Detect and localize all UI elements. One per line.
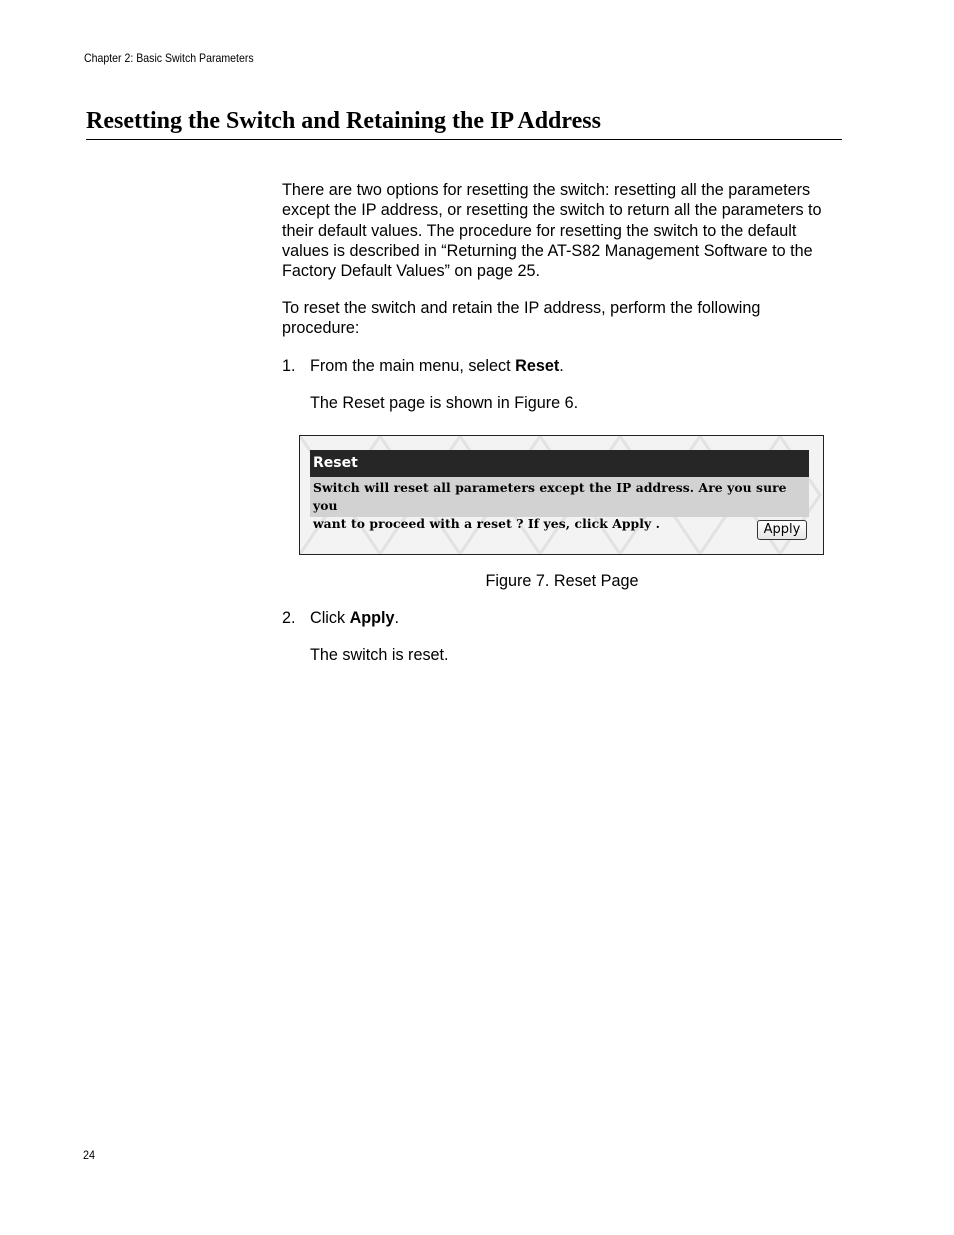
figure-caption: Figure 7. Reset Page (485, 572, 639, 590)
section-title: Resetting the Switch and Retaining the IP Address (86, 106, 842, 140)
step-number: 1. (282, 357, 296, 375)
step-keyword: Reset (515, 357, 560, 375)
step-punctuation: . (559, 357, 564, 375)
reset-panel-title: Reset (310, 450, 809, 477)
lead-paragraph: To reset the switch and retain the IP address, perform the following procedure: (282, 299, 761, 338)
intro-paragraph: There are two options for resetting the switch: resetting all the parameters except the IP address, or resetting the switch to return all the parameters to their default values. The procedure for resetting the switch to the default values is described in “Returning the AT-S82 Management Software to the Factory Default Values” on page 25. (282, 181, 822, 281)
step-number: 2. (282, 609, 296, 627)
step-text: From the main menu, select (310, 357, 516, 375)
step-keyword: Apply (349, 609, 395, 627)
step-2-result: The switch is reset. (310, 646, 449, 664)
step-text: Click (310, 609, 350, 627)
running-header: Chapter 2: Basic Switch Parameters (84, 51, 254, 65)
step-punctuation: . (394, 609, 400, 627)
message-line-2: want to proceed with a reset ? If yes, click Apply . (313, 516, 661, 531)
step-2 (282, 608, 399, 628)
step-1 (282, 356, 564, 376)
message-line-1: Switch will reset all parameters except the IP address. Are you sure you (313, 480, 787, 513)
reset-warning-message (310, 477, 809, 531)
step-1-result: The Reset page is shown in Figure 6. (310, 394, 579, 412)
page-number: 24 (83, 1148, 96, 1162)
reset-page-figure (299, 435, 824, 555)
apply-button[interactable]: Apply (757, 520, 807, 540)
